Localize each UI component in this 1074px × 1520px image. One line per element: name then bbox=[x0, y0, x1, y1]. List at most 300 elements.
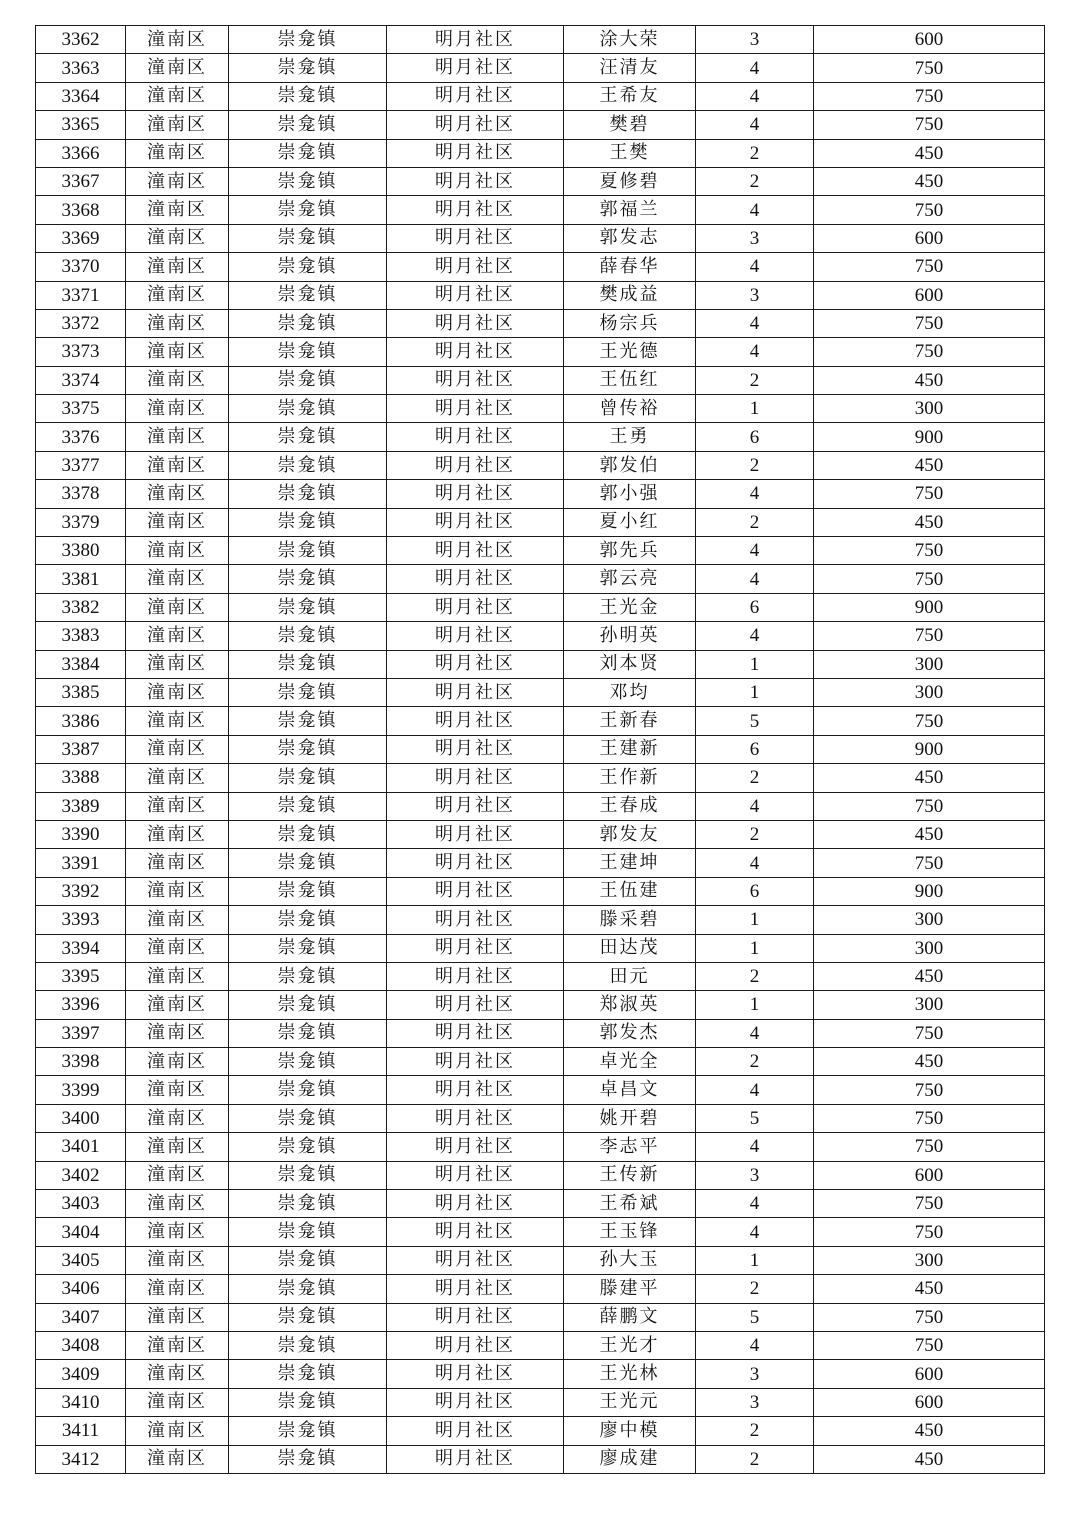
household-size-cell: 4 bbox=[696, 253, 814, 281]
row-number-cell: 3368 bbox=[36, 196, 126, 224]
name-cell: 李志平 bbox=[564, 1133, 696, 1161]
community-cell: 明月社区 bbox=[387, 1388, 564, 1416]
table-row bbox=[36, 224, 1045, 252]
amount-cell: 450 bbox=[814, 820, 1045, 848]
amount-cell: 750 bbox=[814, 196, 1045, 224]
table-row bbox=[36, 1360, 1045, 1388]
row-number-cell: 3379 bbox=[36, 508, 126, 536]
district-cell: 潼南区 bbox=[126, 991, 229, 1019]
community-cell: 明月社区 bbox=[387, 991, 564, 1019]
name-cell: 廖中模 bbox=[564, 1417, 696, 1445]
table-row bbox=[36, 1019, 1045, 1047]
name-cell: 滕建平 bbox=[564, 1275, 696, 1303]
row-number-cell: 3391 bbox=[36, 849, 126, 877]
amount-cell: 750 bbox=[814, 54, 1045, 82]
town-cell: 崇龛镇 bbox=[229, 1104, 387, 1132]
town-cell: 崇龛镇 bbox=[229, 54, 387, 82]
name-cell: 薛鹏文 bbox=[564, 1303, 696, 1331]
table-row bbox=[36, 167, 1045, 195]
community-cell: 明月社区 bbox=[387, 167, 564, 195]
household-size-cell: 2 bbox=[696, 508, 814, 536]
district-cell: 潼南区 bbox=[126, 1190, 229, 1218]
household-size-cell: 2 bbox=[696, 1275, 814, 1303]
community-cell: 明月社区 bbox=[387, 1190, 564, 1218]
name-cell: 廖成建 bbox=[564, 1445, 696, 1473]
name-cell: 夏修碧 bbox=[564, 167, 696, 195]
name-cell: 王光林 bbox=[564, 1360, 696, 1388]
town-cell: 崇龛镇 bbox=[229, 167, 387, 195]
household-size-cell: 5 bbox=[696, 1303, 814, 1331]
row-number-cell: 3382 bbox=[36, 593, 126, 621]
town-cell: 崇龛镇 bbox=[229, 820, 387, 848]
table-row bbox=[36, 678, 1045, 706]
row-number-cell: 3376 bbox=[36, 423, 126, 451]
table-row bbox=[36, 764, 1045, 792]
household-size-cell: 4 bbox=[696, 82, 814, 110]
town-cell: 崇龛镇 bbox=[229, 1218, 387, 1246]
town-cell: 崇龛镇 bbox=[229, 1048, 387, 1076]
amount-cell: 450 bbox=[814, 451, 1045, 479]
household-size-cell: 4 bbox=[696, 1076, 814, 1104]
name-cell: 薛春华 bbox=[564, 253, 696, 281]
community-cell: 明月社区 bbox=[387, 565, 564, 593]
community-cell: 明月社区 bbox=[387, 1161, 564, 1189]
household-size-cell: 6 bbox=[696, 877, 814, 905]
town-cell: 崇龛镇 bbox=[229, 423, 387, 451]
district-cell: 潼南区 bbox=[126, 366, 229, 394]
community-cell: 明月社区 bbox=[387, 707, 564, 735]
name-cell: 王建新 bbox=[564, 735, 696, 763]
table-row bbox=[36, 139, 1045, 167]
name-cell: 王作新 bbox=[564, 764, 696, 792]
town-cell: 崇龛镇 bbox=[229, 111, 387, 139]
amount-cell: 300 bbox=[814, 934, 1045, 962]
name-cell: 郑淑英 bbox=[564, 991, 696, 1019]
town-cell: 崇龛镇 bbox=[229, 934, 387, 962]
name-cell: 刘本贤 bbox=[564, 650, 696, 678]
name-cell: 王希斌 bbox=[564, 1190, 696, 1218]
district-cell: 潼南区 bbox=[126, 508, 229, 536]
row-number-cell: 3411 bbox=[36, 1417, 126, 1445]
district-cell: 潼南区 bbox=[126, 224, 229, 252]
table-row bbox=[36, 366, 1045, 394]
household-size-cell: 6 bbox=[696, 735, 814, 763]
district-cell: 潼南区 bbox=[126, 735, 229, 763]
row-number-cell: 3386 bbox=[36, 707, 126, 735]
row-number-cell: 3366 bbox=[36, 139, 126, 167]
town-cell: 崇龛镇 bbox=[229, 1246, 387, 1274]
row-number-cell: 3404 bbox=[36, 1218, 126, 1246]
household-size-cell: 4 bbox=[696, 1331, 814, 1359]
name-cell: 曾传裕 bbox=[564, 395, 696, 423]
amount-cell: 750 bbox=[814, 1303, 1045, 1331]
amount-cell: 750 bbox=[814, 1019, 1045, 1047]
district-cell: 潼南区 bbox=[126, 281, 229, 309]
name-cell: 郭发志 bbox=[564, 224, 696, 252]
household-size-cell: 1 bbox=[696, 991, 814, 1019]
amount-cell: 450 bbox=[814, 139, 1045, 167]
name-cell: 滕采碧 bbox=[564, 906, 696, 934]
name-cell: 卓昌文 bbox=[564, 1076, 696, 1104]
community-cell: 明月社区 bbox=[387, 962, 564, 990]
name-cell: 王玉锋 bbox=[564, 1218, 696, 1246]
district-cell: 潼南区 bbox=[126, 934, 229, 962]
amount-cell: 750 bbox=[814, 565, 1045, 593]
community-cell: 明月社区 bbox=[387, 82, 564, 110]
district-cell: 潼南区 bbox=[126, 1218, 229, 1246]
community-cell: 明月社区 bbox=[387, 281, 564, 309]
town-cell: 崇龛镇 bbox=[229, 537, 387, 565]
town-cell: 崇龛镇 bbox=[229, 1303, 387, 1331]
community-cell: 明月社区 bbox=[387, 366, 564, 394]
amount-cell: 300 bbox=[814, 395, 1045, 423]
table-row bbox=[36, 1133, 1045, 1161]
row-number-cell: 3401 bbox=[36, 1133, 126, 1161]
name-cell: 郭小强 bbox=[564, 480, 696, 508]
row-number-cell: 3410 bbox=[36, 1388, 126, 1416]
town-cell: 崇龛镇 bbox=[229, 480, 387, 508]
district-cell: 潼南区 bbox=[126, 1275, 229, 1303]
district-cell: 潼南区 bbox=[126, 196, 229, 224]
district-cell: 潼南区 bbox=[126, 962, 229, 990]
table-row bbox=[36, 281, 1045, 309]
household-size-cell: 1 bbox=[696, 650, 814, 678]
row-number-cell: 3395 bbox=[36, 962, 126, 990]
town-cell: 崇龛镇 bbox=[229, 26, 387, 54]
household-size-cell: 3 bbox=[696, 1388, 814, 1416]
row-number-cell: 3405 bbox=[36, 1246, 126, 1274]
district-cell: 潼南区 bbox=[126, 82, 229, 110]
row-number-cell: 3409 bbox=[36, 1360, 126, 1388]
household-size-cell: 2 bbox=[696, 1445, 814, 1473]
table-row bbox=[36, 338, 1045, 366]
district-cell: 潼南区 bbox=[126, 111, 229, 139]
table-row bbox=[36, 849, 1045, 877]
table-row bbox=[36, 253, 1045, 281]
name-cell: 王希友 bbox=[564, 82, 696, 110]
town-cell: 崇龛镇 bbox=[229, 877, 387, 905]
community-cell: 明月社区 bbox=[387, 1104, 564, 1132]
name-cell: 杨宗兵 bbox=[564, 309, 696, 337]
town-cell: 崇龛镇 bbox=[229, 906, 387, 934]
community-cell: 明月社区 bbox=[387, 1246, 564, 1274]
name-cell: 夏小红 bbox=[564, 508, 696, 536]
district-cell: 潼南区 bbox=[126, 1303, 229, 1331]
household-size-cell: 4 bbox=[696, 565, 814, 593]
row-number-cell: 3364 bbox=[36, 82, 126, 110]
name-cell: 王光德 bbox=[564, 338, 696, 366]
table-row bbox=[36, 1331, 1045, 1359]
amount-cell: 450 bbox=[814, 962, 1045, 990]
district-cell: 潼南区 bbox=[126, 253, 229, 281]
table-row bbox=[36, 1048, 1045, 1076]
household-size-cell: 4 bbox=[696, 1218, 814, 1246]
name-cell: 涂大荣 bbox=[564, 26, 696, 54]
town-cell: 崇龛镇 bbox=[229, 593, 387, 621]
district-cell: 潼南区 bbox=[126, 1019, 229, 1047]
row-number-cell: 3400 bbox=[36, 1104, 126, 1132]
town-cell: 崇龛镇 bbox=[229, 1019, 387, 1047]
table-row bbox=[36, 565, 1045, 593]
district-cell: 潼南区 bbox=[126, 622, 229, 650]
community-cell: 明月社区 bbox=[387, 622, 564, 650]
amount-cell: 600 bbox=[814, 1388, 1045, 1416]
row-number-cell: 3381 bbox=[36, 565, 126, 593]
amount-cell: 600 bbox=[814, 1360, 1045, 1388]
name-cell: 汪清友 bbox=[564, 54, 696, 82]
row-number-cell: 3396 bbox=[36, 991, 126, 1019]
row-number-cell: 3387 bbox=[36, 735, 126, 763]
district-cell: 潼南区 bbox=[126, 451, 229, 479]
row-number-cell: 3377 bbox=[36, 451, 126, 479]
district-cell: 潼南区 bbox=[126, 309, 229, 337]
district-cell: 潼南区 bbox=[126, 1417, 229, 1445]
household-size-cell: 4 bbox=[696, 338, 814, 366]
amount-cell: 750 bbox=[814, 1218, 1045, 1246]
community-cell: 明月社区 bbox=[387, 54, 564, 82]
table-row bbox=[36, 906, 1045, 934]
town-cell: 崇龛镇 bbox=[229, 622, 387, 650]
community-cell: 明月社区 bbox=[387, 423, 564, 451]
community-cell: 明月社区 bbox=[387, 1275, 564, 1303]
community-cell: 明月社区 bbox=[387, 792, 564, 820]
district-cell: 潼南区 bbox=[126, 820, 229, 848]
household-size-cell: 2 bbox=[696, 1048, 814, 1076]
amount-cell: 300 bbox=[814, 991, 1045, 1019]
row-number-cell: 3378 bbox=[36, 480, 126, 508]
row-number-cell: 3392 bbox=[36, 877, 126, 905]
amount-cell: 600 bbox=[814, 1161, 1045, 1189]
amount-cell: 300 bbox=[814, 906, 1045, 934]
name-cell: 郭发伯 bbox=[564, 451, 696, 479]
amount-cell: 450 bbox=[814, 167, 1045, 195]
row-number-cell: 3393 bbox=[36, 906, 126, 934]
community-cell: 明月社区 bbox=[387, 934, 564, 962]
table-row bbox=[36, 934, 1045, 962]
town-cell: 崇龛镇 bbox=[229, 1275, 387, 1303]
table-row bbox=[36, 423, 1045, 451]
amount-cell: 750 bbox=[814, 111, 1045, 139]
household-size-cell: 4 bbox=[696, 792, 814, 820]
town-cell: 崇龛镇 bbox=[229, 650, 387, 678]
district-cell: 潼南区 bbox=[126, 167, 229, 195]
amount-cell: 750 bbox=[814, 792, 1045, 820]
name-cell: 王新春 bbox=[564, 707, 696, 735]
row-number-cell: 3394 bbox=[36, 934, 126, 962]
household-size-cell: 5 bbox=[696, 707, 814, 735]
name-cell: 王伍红 bbox=[564, 366, 696, 394]
household-size-cell: 2 bbox=[696, 962, 814, 990]
row-number-cell: 3363 bbox=[36, 54, 126, 82]
town-cell: 崇龛镇 bbox=[229, 735, 387, 763]
row-number-cell: 3371 bbox=[36, 281, 126, 309]
row-number-cell: 3407 bbox=[36, 1303, 126, 1331]
name-cell: 郭发友 bbox=[564, 820, 696, 848]
amount-cell: 300 bbox=[814, 650, 1045, 678]
row-number-cell: 3408 bbox=[36, 1331, 126, 1359]
household-size-cell: 4 bbox=[696, 1019, 814, 1047]
town-cell: 崇龛镇 bbox=[229, 338, 387, 366]
town-cell: 崇龛镇 bbox=[229, 281, 387, 309]
district-cell: 潼南区 bbox=[126, 338, 229, 366]
district-cell: 潼南区 bbox=[126, 650, 229, 678]
amount-cell: 750 bbox=[814, 1331, 1045, 1359]
table-row bbox=[36, 1388, 1045, 1416]
table-row bbox=[36, 991, 1045, 1019]
document-table-container bbox=[35, 25, 1044, 1474]
household-size-cell: 2 bbox=[696, 366, 814, 394]
community-cell: 明月社区 bbox=[387, 735, 564, 763]
household-size-cell: 1 bbox=[696, 395, 814, 423]
household-size-cell: 4 bbox=[696, 54, 814, 82]
community-cell: 明月社区 bbox=[387, 26, 564, 54]
row-number-cell: 3380 bbox=[36, 537, 126, 565]
district-cell: 潼南区 bbox=[126, 764, 229, 792]
district-cell: 潼南区 bbox=[126, 395, 229, 423]
amount-cell: 900 bbox=[814, 877, 1045, 905]
table-row bbox=[36, 309, 1045, 337]
household-size-cell: 3 bbox=[696, 26, 814, 54]
name-cell: 郭先兵 bbox=[564, 537, 696, 565]
town-cell: 崇龛镇 bbox=[229, 1445, 387, 1473]
household-size-cell: 4 bbox=[696, 849, 814, 877]
district-cell: 潼南区 bbox=[126, 1076, 229, 1104]
amount-cell: 600 bbox=[814, 26, 1045, 54]
row-number-cell: 3385 bbox=[36, 678, 126, 706]
district-cell: 潼南区 bbox=[126, 1331, 229, 1359]
community-cell: 明月社区 bbox=[387, 196, 564, 224]
town-cell: 崇龛镇 bbox=[229, 82, 387, 110]
name-cell: 樊碧 bbox=[564, 111, 696, 139]
district-cell: 潼南区 bbox=[126, 480, 229, 508]
district-cell: 潼南区 bbox=[126, 678, 229, 706]
table-row bbox=[36, 537, 1045, 565]
household-size-cell: 2 bbox=[696, 167, 814, 195]
table-row bbox=[36, 792, 1045, 820]
district-cell: 潼南区 bbox=[126, 26, 229, 54]
row-number-cell: 3388 bbox=[36, 764, 126, 792]
table-row bbox=[36, 508, 1045, 536]
name-cell: 王光元 bbox=[564, 1388, 696, 1416]
district-cell: 潼南区 bbox=[126, 593, 229, 621]
table-body bbox=[36, 26, 1045, 1474]
town-cell: 崇龛镇 bbox=[229, 792, 387, 820]
amount-cell: 750 bbox=[814, 253, 1045, 281]
community-cell: 明月社区 bbox=[387, 111, 564, 139]
household-size-cell: 1 bbox=[696, 906, 814, 934]
name-cell: 王建坤 bbox=[564, 849, 696, 877]
community-cell: 明月社区 bbox=[387, 1303, 564, 1331]
table-row bbox=[36, 111, 1045, 139]
district-cell: 潼南区 bbox=[126, 1445, 229, 1473]
amount-cell: 750 bbox=[814, 1133, 1045, 1161]
household-size-cell: 4 bbox=[696, 622, 814, 650]
row-number-cell: 3372 bbox=[36, 309, 126, 337]
name-cell: 樊成益 bbox=[564, 281, 696, 309]
row-number-cell: 3383 bbox=[36, 622, 126, 650]
town-cell: 崇龛镇 bbox=[229, 139, 387, 167]
community-cell: 明月社区 bbox=[387, 1076, 564, 1104]
district-cell: 潼南区 bbox=[126, 707, 229, 735]
household-size-cell: 4 bbox=[696, 480, 814, 508]
district-cell: 潼南区 bbox=[126, 1133, 229, 1161]
town-cell: 崇龛镇 bbox=[229, 1388, 387, 1416]
amount-cell: 750 bbox=[814, 309, 1045, 337]
amount-cell: 450 bbox=[814, 1048, 1045, 1076]
name-cell: 王春成 bbox=[564, 792, 696, 820]
amount-cell: 450 bbox=[814, 508, 1045, 536]
community-cell: 明月社区 bbox=[387, 1218, 564, 1246]
name-cell: 孙明英 bbox=[564, 622, 696, 650]
community-cell: 明月社区 bbox=[387, 820, 564, 848]
amount-cell: 750 bbox=[814, 849, 1045, 877]
community-cell: 明月社区 bbox=[387, 451, 564, 479]
household-size-cell: 4 bbox=[696, 196, 814, 224]
town-cell: 崇龛镇 bbox=[229, 707, 387, 735]
amount-cell: 300 bbox=[814, 1246, 1045, 1274]
community-cell: 明月社区 bbox=[387, 309, 564, 337]
row-number-cell: 3403 bbox=[36, 1190, 126, 1218]
community-cell: 明月社区 bbox=[387, 537, 564, 565]
amount-cell: 750 bbox=[814, 707, 1045, 735]
row-number-cell: 3399 bbox=[36, 1076, 126, 1104]
name-cell: 邓均 bbox=[564, 678, 696, 706]
table-row bbox=[36, 1190, 1045, 1218]
town-cell: 崇龛镇 bbox=[229, 1417, 387, 1445]
row-number-cell: 3365 bbox=[36, 111, 126, 139]
household-size-cell: 2 bbox=[696, 1417, 814, 1445]
amount-cell: 750 bbox=[814, 537, 1045, 565]
household-size-cell: 3 bbox=[696, 1360, 814, 1388]
table-row bbox=[36, 82, 1045, 110]
table-row bbox=[36, 451, 1045, 479]
community-cell: 明月社区 bbox=[387, 1445, 564, 1473]
district-cell: 潼南区 bbox=[126, 1161, 229, 1189]
table-row bbox=[36, 820, 1045, 848]
district-cell: 潼南区 bbox=[126, 906, 229, 934]
community-cell: 明月社区 bbox=[387, 906, 564, 934]
amount-cell: 900 bbox=[814, 593, 1045, 621]
household-size-cell: 1 bbox=[696, 678, 814, 706]
row-number-cell: 3367 bbox=[36, 167, 126, 195]
district-cell: 潼南区 bbox=[126, 139, 229, 167]
table-row bbox=[36, 196, 1045, 224]
community-cell: 明月社区 bbox=[387, 139, 564, 167]
town-cell: 崇龛镇 bbox=[229, 1161, 387, 1189]
district-cell: 潼南区 bbox=[126, 849, 229, 877]
town-cell: 崇龛镇 bbox=[229, 1190, 387, 1218]
table-row bbox=[36, 650, 1045, 678]
row-number-cell: 3362 bbox=[36, 26, 126, 54]
table-row bbox=[36, 1303, 1045, 1331]
table-row bbox=[36, 395, 1045, 423]
table-row bbox=[36, 1218, 1045, 1246]
amount-cell: 750 bbox=[814, 1104, 1045, 1132]
town-cell: 崇龛镇 bbox=[229, 224, 387, 252]
amount-cell: 450 bbox=[814, 366, 1045, 394]
table-row bbox=[36, 593, 1045, 621]
row-number-cell: 3370 bbox=[36, 253, 126, 281]
district-cell: 潼南区 bbox=[126, 1388, 229, 1416]
community-cell: 明月社区 bbox=[387, 678, 564, 706]
table-row bbox=[36, 1275, 1045, 1303]
amount-cell: 300 bbox=[814, 678, 1045, 706]
name-cell: 卓光全 bbox=[564, 1048, 696, 1076]
amount-cell: 750 bbox=[814, 480, 1045, 508]
name-cell: 王传新 bbox=[564, 1161, 696, 1189]
name-cell: 郭发杰 bbox=[564, 1019, 696, 1047]
town-cell: 崇龛镇 bbox=[229, 366, 387, 394]
